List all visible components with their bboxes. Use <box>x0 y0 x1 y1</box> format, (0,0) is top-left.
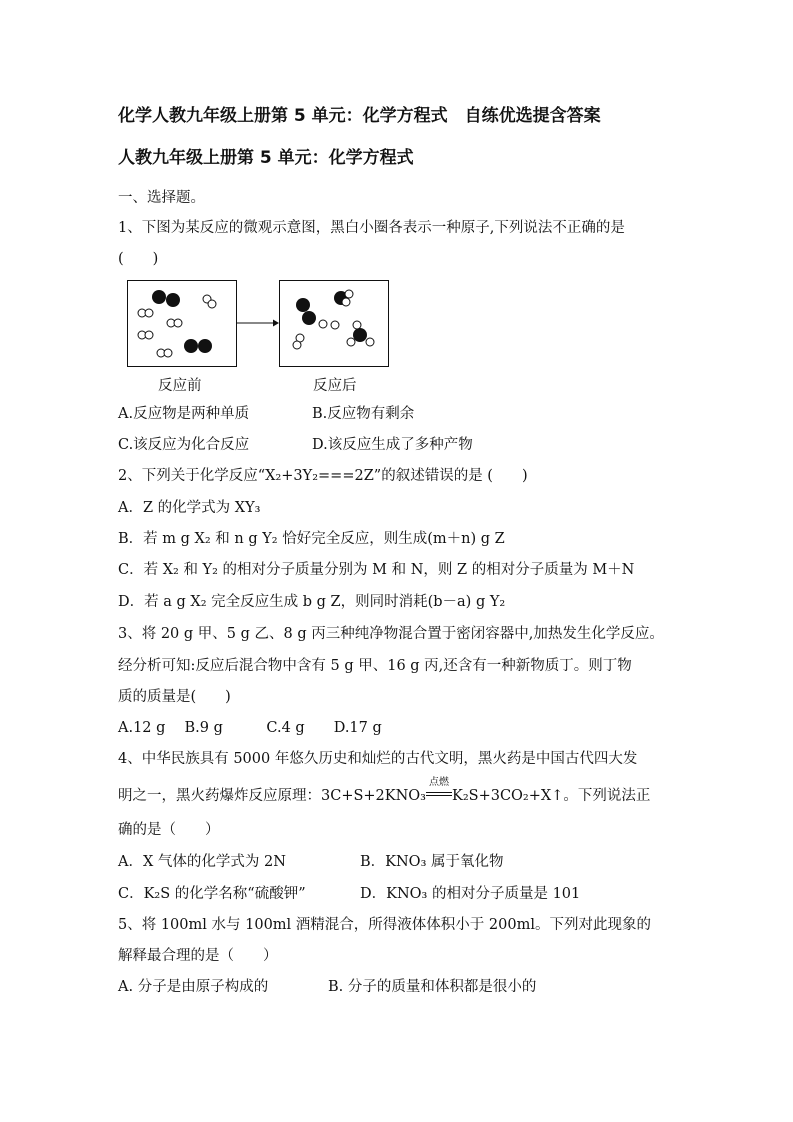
q4-line2 <box>118 777 651 806</box>
q5-line1: 5、将 100ml 水与 100ml 酒精混合，所得液体体积小于 200ml。下列对此现象的 <box>118 917 651 933</box>
q4-equation-right: K₂S+3CO₂+X↑。下列说法正 <box>452 788 651 804</box>
q4-equation-left: 明之一，黑火药爆炸反应原理：3C+S+2KNO₃ <box>118 788 426 804</box>
q5-option-a: A. 分子是由原子构成的 <box>118 979 269 995</box>
q5-line2: 解释最合理的是（ ） <box>118 948 278 964</box>
document-title: 化学人教九年级上册第 5 单元：化学方程式 自练优选提含答案 <box>118 106 601 126</box>
label-before-reaction: 反应前 <box>158 378 202 394</box>
q1-options-row2 <box>118 435 473 455</box>
q5-options-row1 <box>118 977 537 997</box>
q4-option-d: D．KNO₃ 的相对分子质量是 101 <box>360 886 581 902</box>
q1-option-b: B.反应物有剩余 <box>312 406 415 422</box>
unit-title: 人教九年级上册第 5 单元：化学方程式 <box>118 148 414 168</box>
q2-option-a: A．Z 的化学式为 XY₃ <box>118 500 261 516</box>
q1-blank: ( ) <box>118 251 159 267</box>
black-atoms-after <box>296 291 367 342</box>
q2-option-b: B．若 m g X₂ 和 n g Y₂ 恰好完全反应，则生成(m＋n) g Z <box>118 531 505 547</box>
q1-stem: 1、下图为某反应的微观示意图，黑白小圈各表示一种原子,下列说法不正确的是 <box>118 220 625 236</box>
label-after-reaction: 反应后 <box>313 378 357 394</box>
q4-option-a: A．X 气体的化学式为 2N <box>118 854 286 870</box>
q4-options-row2 <box>118 884 581 904</box>
q2-option-d: D．若 a g X₂ 完全反应生成 b g Z，则同时消耗(b－a) g Y₂ <box>118 594 506 610</box>
q3-options: A.12 g B.9 g C.4 g D.17 g <box>118 720 382 736</box>
q1-option-a: A.反应物是两种单质 <box>118 406 250 422</box>
q4-line1: 4、中华民族具有 5000 年悠久历史和灿烂的古代文明，黑火药是中国古代四大发 <box>118 751 638 767</box>
condition-text: 点燃 <box>429 777 449 788</box>
arrow-head <box>273 320 279 327</box>
q4-option-c: C．K₂S 的化学名称“硫酸钾” <box>118 886 306 902</box>
q1-options-row1 <box>118 404 415 424</box>
q4-line3: 确的是（ ） <box>118 822 220 838</box>
q3-line1: 3、将 20 g 甲、5 g 乙、8 g 丙三种纯净物混合置于密闭容器中,加热发生化学反应。 <box>118 626 664 642</box>
reaction-diagram <box>127 280 397 374</box>
q4-option-b: B．KNO₃ 属于氧化物 <box>360 854 504 870</box>
q2-option-c: C．若 X₂ 和 Y₂ 的相对分子质量分别为 M 和 N，则 Z 的相对分子质量为 M＋N <box>118 562 635 578</box>
q3-line2: 经分析可知:反应后混合物中含有 5 g 甲、16 g 丙,还含有一种新物质丁。则丁物 <box>118 658 632 674</box>
reaction-diagram-svg <box>127 280 397 370</box>
q4-options-row1 <box>118 852 504 872</box>
q1-option-c: C.该反应为化合反应 <box>118 437 250 453</box>
reaction-condition <box>426 777 452 806</box>
q1-option-d: D.该反应生成了多种产物 <box>312 437 473 453</box>
q3-line3: 质的质量是( ) <box>118 689 231 705</box>
q2-stem: 2、下列关于化学反应“X₂+3Y₂===2Z”的叙述错误的是 ( ) <box>118 468 528 484</box>
q5-option-b: B. 分子的质量和体积都是很小的 <box>328 979 537 995</box>
section-heading: 一、选择题。 <box>118 190 205 206</box>
